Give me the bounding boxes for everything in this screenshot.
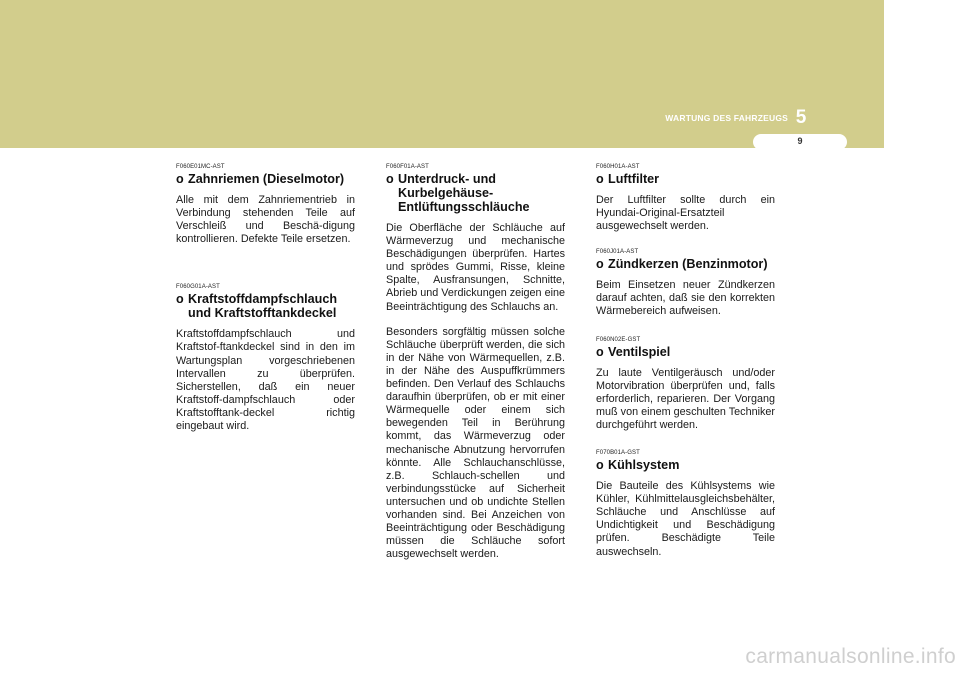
section-title: WARTUNG DES FAHRZEUGS [665,113,788,123]
heading-text: Zahnriemen (Dieselmotor) [188,172,345,186]
watermark: carmanualsonline.info [745,645,956,668]
column-middle [386,164,565,591]
paragraph: Beim Einsetzen neuer Zündkerzen darauf achten, daß sie den korrekten Wärmebereich aufweisen. [596,279,775,318]
section-code: F060G01A-AST [176,284,220,291]
column-left [176,164,355,463]
bullet: o [596,257,604,272]
paragraph: Alle mit dem Zahnriementrieb in Verbindung stehenden Teile auf Verschleiß und Beschä-digung kontrollieren. Defekte Teile ersetzen. [176,194,355,246]
paragraph: Der Luftfilter sollte durch ein Hyundai-Original-Ersatzteil ausgewechselt werden. [596,194,775,233]
section-code: F060N02E-GST [596,336,641,343]
section-code: F060E01MC-AST [176,164,225,170]
chapter-number: 5 [795,107,807,128]
heading-text: Ventilspiel [608,344,671,359]
heading-text: Kraftstoffdampfschlauch und Kraftstofftankdeckel [188,292,338,321]
section-heading [596,345,775,359]
header-band [0,0,884,148]
bullet: o [176,292,184,307]
section-code: F060H01A-AST [596,164,640,170]
section-unterdruck [386,164,565,561]
section-heading [386,172,565,214]
heading-text: Unterdruck- und Kurbelgehäuse-Entlüftungsschläuche [398,172,530,214]
paragraph: Die Bauteile des Kühlsystems wie Kühler, Kühlmittelausgleichsbehälter, Schläuche und Anschlüsse auf Undichtigkeit und Beschädigung prüfen. Beschädigte Teile auswechseln. [596,480,775,558]
section-zahnriemen [176,164,355,246]
paragraph: Zu laute Ventilgeräusch und/oder Motorvibration überprüfen und, falls erforderlich, reparieren. Der Vorgang muß von einem geschulten Techniker durchgeführt werden. [596,366,775,431]
section-heading [596,458,775,472]
bullet: o [386,172,394,186]
section-heading [176,292,355,320]
section-kuehlsystem [596,450,775,559]
bullet: o [596,458,604,473]
section-zuendkerzen [596,249,775,318]
heading-text: Luftfilter [608,172,660,186]
section-ventilspiel [596,337,775,432]
bullet: o [596,172,604,186]
heading-text: Zündkerzen (Benzinmotor) [608,257,768,272]
paragraph: Kraftstoffdampfschlauch und Kraftstof-ftankdeckel sind in den im Wartungsplan vorgeschriebenen Intervallen zu überprüfen. Sicherstellen, daß ein neuer Kraftstoff-dampfschlauch oder Kraftstofftank-deckel richtig eingebaut wird. [176,328,355,433]
section-heading [596,172,775,186]
column-right [596,164,775,589]
section-heading [176,172,355,186]
paragraph: Die Oberfläche der Schläuche auf Wärmeverzug und mechanische Beschädigungen überprüfen. Hartes und sprödes Gummi, Risse, kleine Spalte, Ausfransungen, Schnitte, Abrieb und Verdickungen zeigen eine Beeinträchtigung des Schlauchs an. [386,222,565,313]
page-number: 9 [797,136,803,146]
heading-text: Kühlsystem [608,458,680,473]
section-luftfilter [596,164,775,233]
section-heading [596,257,775,271]
section-code: F060F01A-AST [386,164,429,170]
section-code: F070B01A-GST [596,450,640,457]
bullet: o [176,172,184,186]
paragraph: Besonders sorgfältig müssen solche Schläuche überprüft werden, die sich in der Nähe von Wärmequellen, z.B. in der Nähe des Auspuffkrümmers befinden. Den Verlauf des Schlauchs daraufhin überprüfen, ob er mit einer Wärmequelle oder einem sich bewegenden Teil in Berührung kommt, das Wärmeverzug oder mechanische Abnutzung hervorrufen könnte. Alle Schlauchanschlüsse, z.B. Schlauch-schellen und verbindungsstücke auf Sicherheit untersuchen und ob undichte Stellen vorhanden sind. Bei Anzeichen von Beeinträchtigung oder Beschädigung müssen die Schläuche sofort ausgewechselt werden. [386,325,565,561]
bullet: o [596,344,604,359]
section-kraftstoffdampfschlauch [176,284,355,433]
section-code: F060J01A-AST [596,249,639,256]
